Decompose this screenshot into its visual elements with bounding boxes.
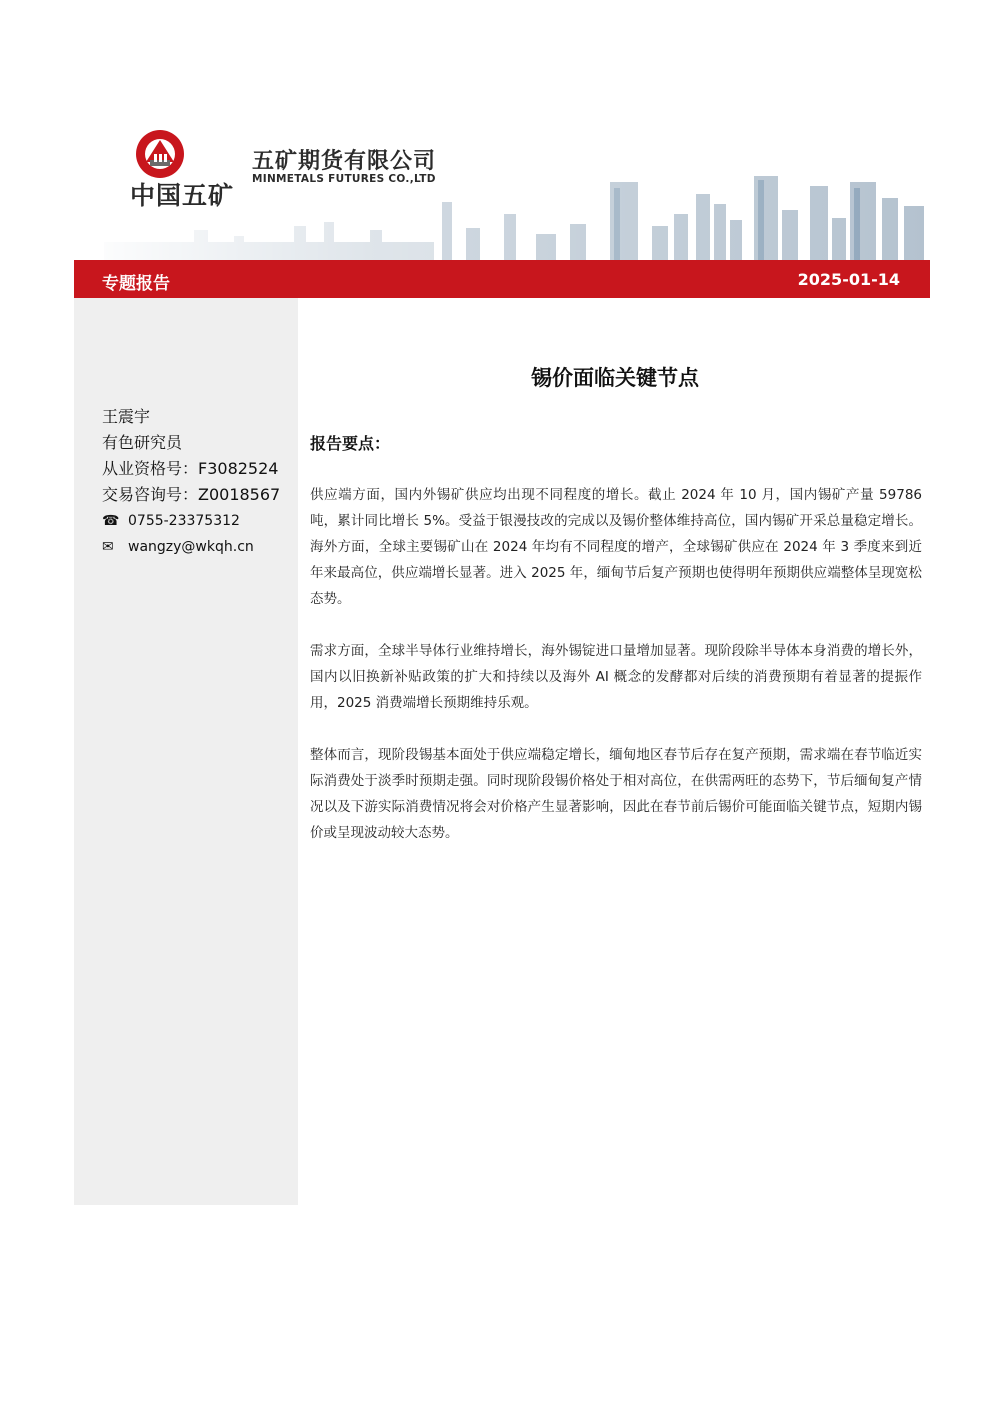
author-sidebar [74,298,298,1205]
author-role: 有色研究员 [102,433,183,452]
author-phone-row [102,508,280,534]
author-email-row [102,534,280,560]
paragraph-demand: 需求方面，全球半导体行业维持增长，海外锡锭进口量增加显著。现阶段除半导体本身消费的增长外，国内以旧换新补贴政策的扩大和持续以及海外 AI 概念的发酵都对后续的消费预期有着显著的提振作用，2025 消费端增长预期维持乐观。 [310,643,922,711]
company-name-cn: 五矿期货有限公司 [252,149,437,174]
email-icon: ✉ [102,539,114,555]
author-info [102,404,280,560]
report-title: 锡价面临关键节点 [531,366,699,390]
company-name-en: MINMETALS FUTURES CO.,LTD [252,173,436,185]
report-banner [74,260,930,298]
report-date: 2025-01-14 [797,270,900,289]
phone-icon: ☎ [102,513,120,529]
author-phone: 0755-23375312 [128,513,240,529]
report-type: 专题报告 [102,274,170,294]
paragraph-supply: 供应端方面，国内外锡矿供应均出现不同程度的增长。截止 2024 年 10 月，国内锡矿产量 59786 吨，累计同比增长 5%。受益于银漫技改的完成以及锡价整体维持高位，国内锡矿开采总量稳定增长。海外方面，全球主要锡矿山在 2024 年均有不同程度的增产，全球锡矿供应在 2024 年 3 季度来到近年来最高位，供应端增长显著。进入 2025 年，缅甸节后复产预期也使得明年预期供应端整体呈现宽松态势。 [310,487,922,607]
author-advisory: 交易咨询号：Z0018567 [102,485,281,504]
report-header [74,118,930,260]
report-body [310,482,922,872]
paragraph-summary: 整体而言，现阶段锡基本面处于供应端稳定增长，缅甸地区春节后存在复产预期，需求端在春节临近实际消费处于淡季时预期走强。同时现阶段锡价格处于相对高位，在供需两旺的态势下，节后缅甸复产情况以及下游实际消费情况将会对价格产生显著影响，因此在春节前后锡价可能面临关键节点，短期内锡价或呈现波动较大态势。 [310,747,922,841]
author-name: 王震宇 [102,407,151,426]
section-heading: 报告要点： [310,434,391,453]
author-license: 从业资格号：F3082524 [102,459,279,478]
logo-wordmark: 中国五矿 [130,181,235,210]
author-email[interactable]: wangzy@wkqh.cn [128,539,254,555]
